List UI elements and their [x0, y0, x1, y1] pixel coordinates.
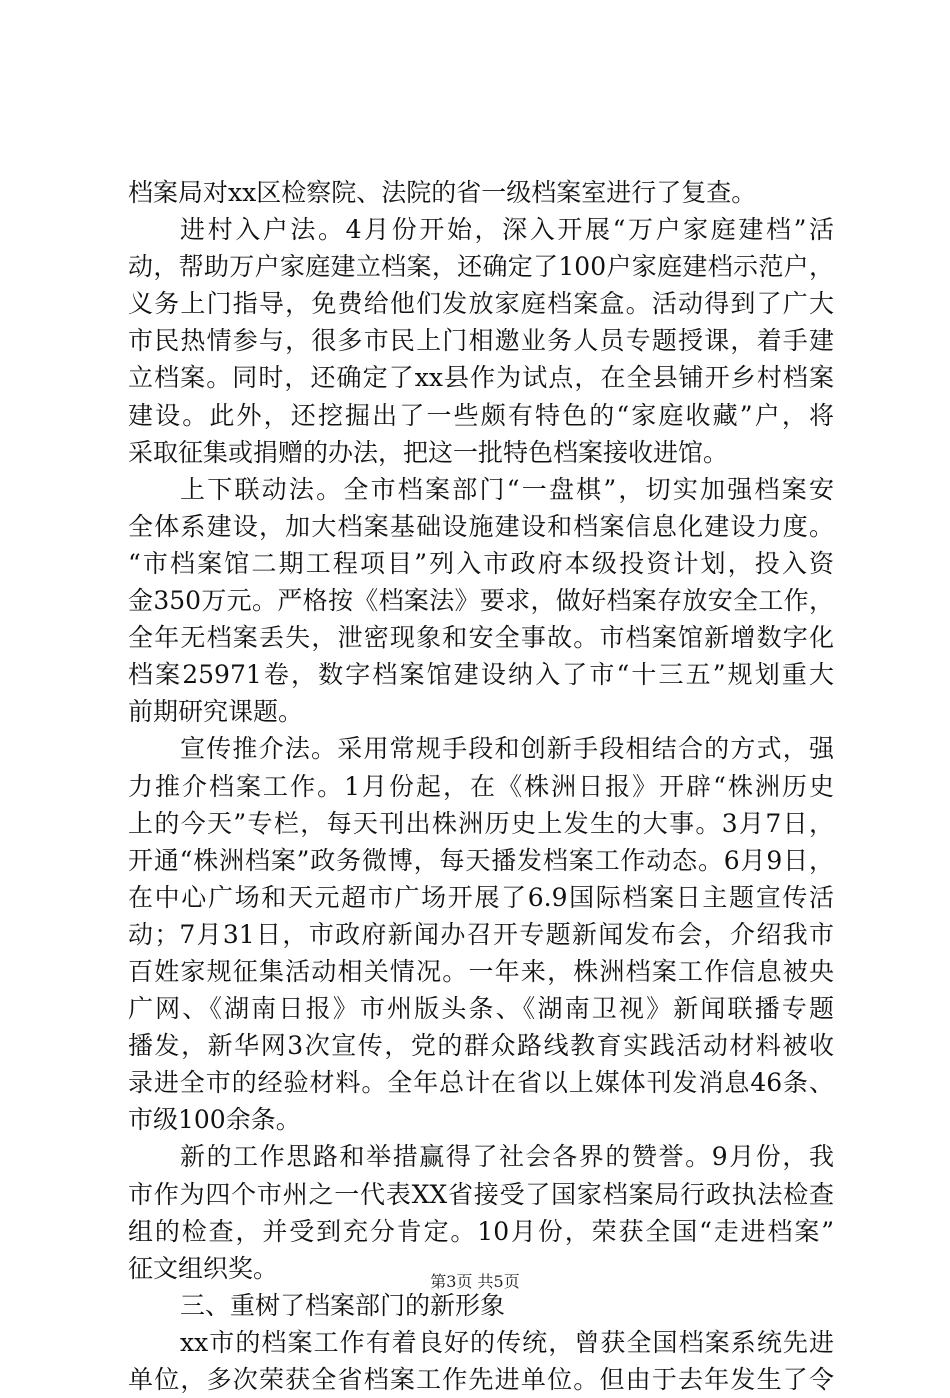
text-line: 档案局对xx区检察院、法院的省一级档案室进行了复查。	[128, 178, 757, 207]
text-line: 录进全市的经验材料。全年总计在省以上媒体刊发消息46条、	[128, 1068, 834, 1098]
text-line: 全年无档案丢失，泄密现象和安全事故。市档案馆新增数字化	[128, 623, 834, 653]
text-line: 新的工作思路和举措赢得了社会各界的赞誉。9月份，我	[180, 1142, 834, 1172]
text-line: 动；7月31日，市政府新闻办召开专题新闻发布会，介绍我市	[128, 919, 834, 949]
text-line: 建设。此外，还挖掘出了一些颇有特色的“家庭收藏”户，将	[128, 400, 834, 430]
text-line: 在中心广场和天元超市广场开展了6.9国际档案日主题宣传活	[128, 882, 834, 912]
text-line: 动，帮助万户家庭建立档案，还确定了100户家庭建档示范户，	[128, 252, 834, 282]
text-line: 组的检查，并受到充分肯定。10月份，荣获全国“走进档案”	[128, 1216, 834, 1246]
text-line: 义务上门指导，免费给他们发放家庭档案盒。活动得到了广大	[128, 289, 834, 319]
text-line: 档案25971卷，数字档案馆建设纳入了市“十三五”规划重大	[128, 660, 834, 690]
text-line: 全体系建设，加大档案基础设施建设和档案信息化建设力度。	[128, 511, 834, 541]
text-line: 力推介档案工作。1月份起，在《株洲日报》开辟“株洲历史	[128, 771, 834, 801]
text-line: xx市的档案工作有着良好的传统，曾获全国档案系统先进	[180, 1327, 834, 1357]
text-line: 征文组织奖。	[128, 1253, 279, 1283]
text-line: 采取征集或捐赠的办法，把这一批特色档案接收进馆。	[128, 437, 729, 467]
text-line: 前期研究课题。	[128, 697, 304, 727]
document-body	[128, 174, 834, 1398]
text-line: 播发，新华网3次宣传，党的群众路线教育实践活动材料被收	[128, 1031, 834, 1061]
text-line: 立档案。同时，还确定了xx县作为试点，在全县铺开乡村档案	[128, 363, 834, 393]
text-line: 金350万元。严格按《档案法》要求，做好档案存放安全工作，	[128, 586, 834, 616]
text-line: “市档案馆二期工程项目”列入市政府本级投资计划，投入资	[128, 548, 834, 578]
text-line: 宣传推介法。采用常规手段和创新手段相结合的方式，强	[180, 734, 834, 764]
text-line: 百姓家规征集活动相关情况。一年来，株洲档案工作信息被央	[128, 956, 834, 986]
text-line: 市民热情参与，很多市民上门相邀业务人员专题授课，着手建	[128, 326, 834, 356]
text-line: 上下联动法。全市档案部门“一盘棋”，切实加强档案安	[180, 474, 834, 504]
text-line: 进村入户法。4月份开始，深入开展“万户家庭建档”活	[180, 215, 834, 245]
text-line: 三、重树了档案部门的新形象	[180, 1290, 506, 1320]
text-line: 市作为四个市州之一代表XX省接受了国家档案局行政执法检查	[128, 1179, 834, 1209]
text-line: 开通“株洲档案”政务微博，每天播发档案工作动态。6月9日，	[128, 845, 834, 875]
text-line: 市级100余条。	[128, 1105, 301, 1135]
text-line: 广网、《湖南日报》市州版头条、《湖南卫视》新闻联播专题	[128, 994, 834, 1024]
text-line: 单位，多次荣获全省档案工作先进单位。但由于去年发生了令	[128, 1365, 834, 1394]
text-line: 上的今天”专栏，每天刊出株洲历史上发生的大事。3月7日，	[128, 808, 834, 838]
page-footer: 第3页 共5页	[430, 1272, 520, 1291]
